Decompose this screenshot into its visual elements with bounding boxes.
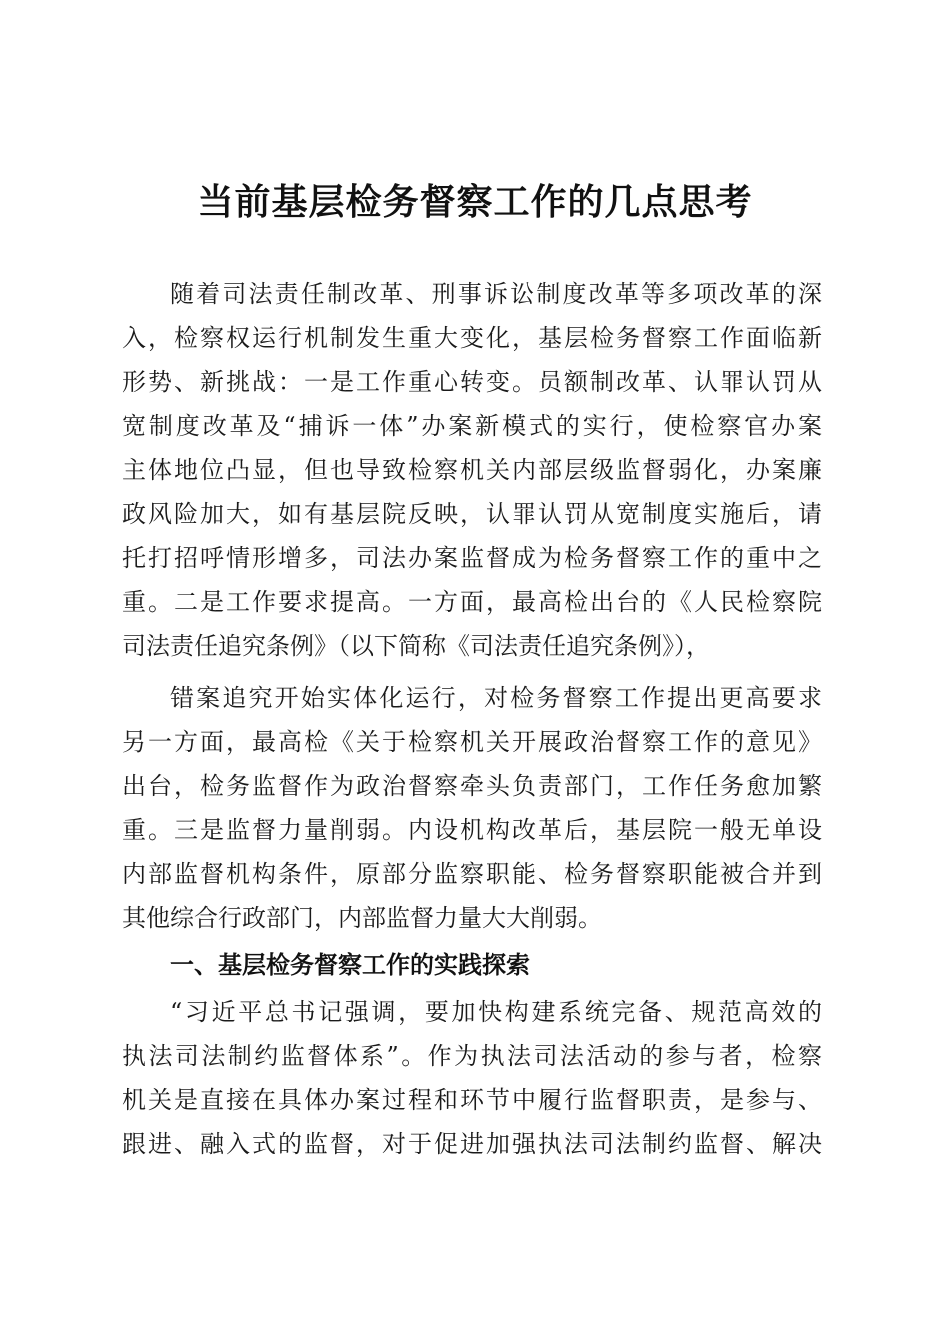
- paragraph-line: 执法司法制约监督体系”。作为执法司法活动的参与者，检察: [122, 1042, 822, 1070]
- paragraph-line: 机关是直接在具体办案过程和环节中履行监督职责，是参与、: [122, 1086, 822, 1114]
- paragraph-line: “习近平总书记强调，要加快构建系统完备、规范高效的: [170, 998, 822, 1026]
- paragraph-line: 错案追究开始实体化运行，对检务督察工作提出更高要求: [170, 684, 822, 712]
- paragraph-line: 政风险加大，如有基层院反映，认罪认罚从宽制度实施后，请: [122, 500, 822, 528]
- paragraph-line: 形势、新挑战：一是工作重心转变。员额制改革、认罪认罚从: [122, 368, 822, 396]
- paragraph-line: 跟进、融入式的监督，对于促进加强执法司法制约监督、解决: [122, 1130, 822, 1158]
- paragraph-line: 其他综合行政部门，内部监督力量大大削弱。: [122, 904, 602, 932]
- section-heading: 一、基层检务督察工作的实践探索: [170, 951, 530, 979]
- document-title: 当前基层检务督察工作的几点思考: [197, 181, 753, 223]
- paragraph-line: 主体地位凸显，但也导致检察机关内部层级监督弱化，办案廉: [122, 456, 822, 484]
- paragraph-3: [122, 990, 822, 1166]
- paragraph-1: [122, 272, 822, 668]
- paragraph-2: [122, 676, 822, 940]
- paragraph-line: 司法责任追究条例》（以下简称《司法责任追究条例》），: [122, 632, 710, 660]
- paragraph-line: 另一方面，最高检《关于检察机关开展政治督察工作的意见》: [122, 728, 822, 756]
- paragraph-line: 重。二是工作要求提高。一方面，最高检出台的《人民检察院: [122, 588, 822, 616]
- paragraph-line: 托打招呼情形增多，司法办案监督成为检务督察工作的重中之: [122, 544, 822, 572]
- paragraph-line: 入，检察权运行机制发生重大变化，基层检务督察工作面临新: [122, 324, 822, 352]
- paragraph-line: 重。三是监督力量削弱。内设机构改革后，基层院一般无单设: [122, 816, 822, 844]
- paragraph-line: 内部监督机构条件，原部分监察职能、检务督察职能被合并到: [122, 860, 822, 888]
- paragraph-line: 出台，检务监督作为政治督察牵头负责部门，工作任务愈加繁: [122, 772, 822, 800]
- paragraph-line: 宽制度改革及“捕诉一体”办案新模式的实行，使检察官办案: [122, 412, 822, 440]
- paragraph-line: 随着司法责任制改革、刑事诉讼制度改革等多项改革的深: [170, 280, 822, 308]
